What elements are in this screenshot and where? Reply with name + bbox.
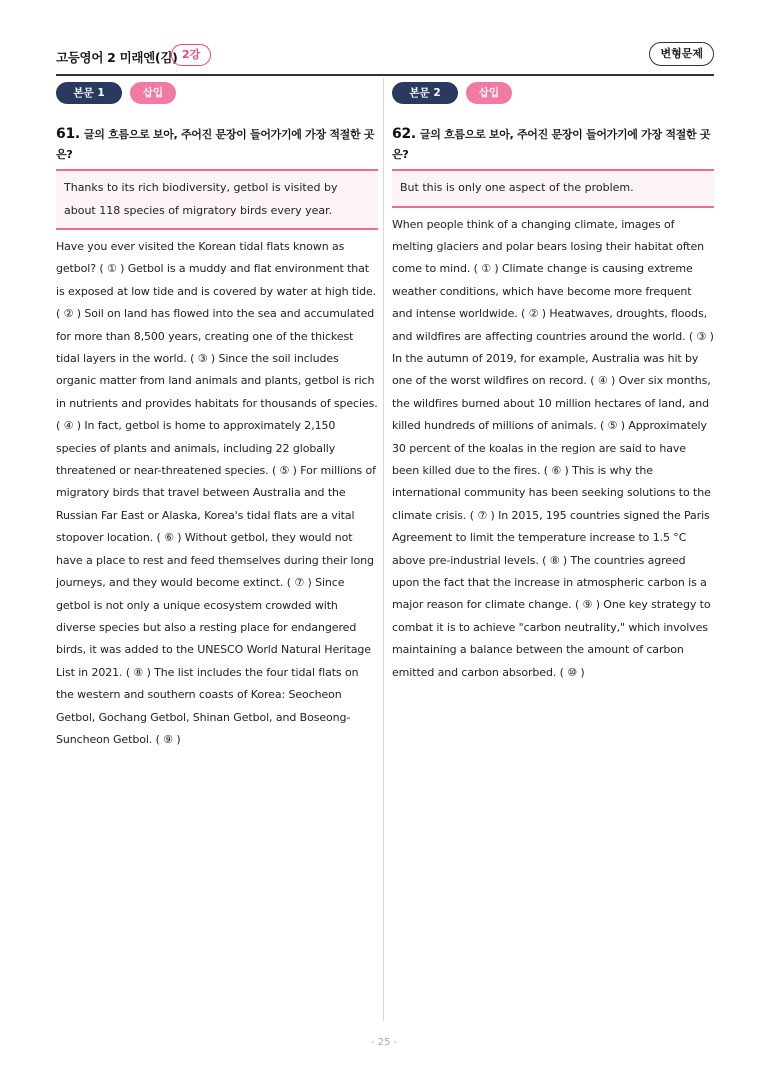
book-title: 고등영어 2 미래엔(김) bbox=[56, 50, 178, 65]
given-sentence-box bbox=[392, 169, 714, 208]
passage-tag: 본문 1 bbox=[56, 82, 122, 104]
question-61 bbox=[56, 124, 378, 169]
given-sentence: But this is only one aspect of the problem. bbox=[400, 181, 634, 194]
left-column bbox=[56, 82, 378, 751]
question-text: 글의 흐름으로 보아, 주어진 문장이 들어가기에 가장 적절한 곳은? bbox=[56, 128, 375, 161]
passage-tag: 본문 2 bbox=[392, 82, 458, 104]
question-number: 61. bbox=[56, 126, 80, 142]
right-column bbox=[392, 82, 714, 684]
question-text: 글의 흐름으로 보아, 주어진 문장이 들어가기에 가장 적절한 곳은? bbox=[392, 128, 711, 161]
left-tags bbox=[56, 82, 378, 106]
lesson-badge: 2강 bbox=[171, 44, 211, 66]
given-sentence: Thanks to its rich biodiversity, getbol is visited by about 118 species of migratory birds every year. bbox=[64, 181, 338, 217]
page-header bbox=[56, 44, 714, 76]
question-number: 62. bbox=[392, 126, 416, 142]
given-sentence-box bbox=[56, 169, 378, 230]
column-divider bbox=[383, 78, 384, 1021]
problem-type-badge: 변형문제 bbox=[649, 42, 714, 66]
question-62 bbox=[392, 124, 714, 169]
passage-text: When people think of a changing climate, images of melting glaciers and polar bears losing their habitat often come to mind. ( ① ) Climate change is causing extreme weather conditions, which have become more frequent and intense worldwide. ( ② ) Heatwaves, droughts, floods, and wildfires are affecting countries around the world. ( ③ ) In the autumn of 2019, for example, Australia was hit by one of the worst wildfires on record. ( ④ ) Over six months, the wildfires burned about 10 million hectares of land, and killed hundreds of millions of animals. ( ⑤ ) Approximately 30 percent of the koalas in the region are said to have been killed due to the fires. ( ⑥ ) This is why the international community has been seeking solutions to the climate crisis. ( ⑦ ) In 2015, 195 countries signed the Paris Agreement to limit the temperature increase to 1.5 °C above pre-industrial levels. ( ⑧ ) The countries agreed upon the fact that the increase in atmospheric carbon is a major reason for climate change. ( ⑨ ) One key strategy to combat it is to achieve "carbon neutrality," which involves maintaining a balance between the amount of carbon emitted and carbon absorbed. ( ⑩ ) bbox=[392, 217, 714, 679]
insertion-tag: 삽입 bbox=[466, 82, 512, 104]
passage-text: Have you ever visited the Korean tidal flats known as getbol? ( ① ) Getbol is a muddy and flat environment that is exposed at low tide and is covered by water at high tide. ( ② ) Soil on land has flowed into the sea and accumulated for more than 8,500 years, creating one of the thickest tidal layers in the world. ( ③ ) Since the soil includes organic matter from land animals and plants, getbol is rich in nutrients and provides habitats for thousands of species. ( ④ ) In fact, getbol is home to approximately 2,150 species of plants and animals, including 22 globally threatened or near-threatened species. ( ⑤ ) For millions of migratory birds that travel between Australia and the Russian Far East or Alaska, Korea's tidal flats are a vital stopover location. ( ⑥ ) Without getbol, they would not have a place to rest and feed themselves during their long journeys, and they would become extinct. ( ⑦ ) Since getbol is not only a unique ecosystem crowded with diverse species but also a resting place for endangered birds, it was added to the UNESCO World Natural Heritage List in 2021. ( ⑧ ) The list includes the four tidal flats on the western and southern coasts of Korea: Seocheon Getbol, Gochang Getbol, Shinan Getbol, and Boseong-Suncheon Getbol. ( ⑨ ) bbox=[56, 240, 378, 746]
page-number: - 25 - bbox=[370, 1037, 398, 1048]
insertion-tag: 삽입 bbox=[130, 82, 176, 104]
right-tags bbox=[392, 82, 714, 106]
